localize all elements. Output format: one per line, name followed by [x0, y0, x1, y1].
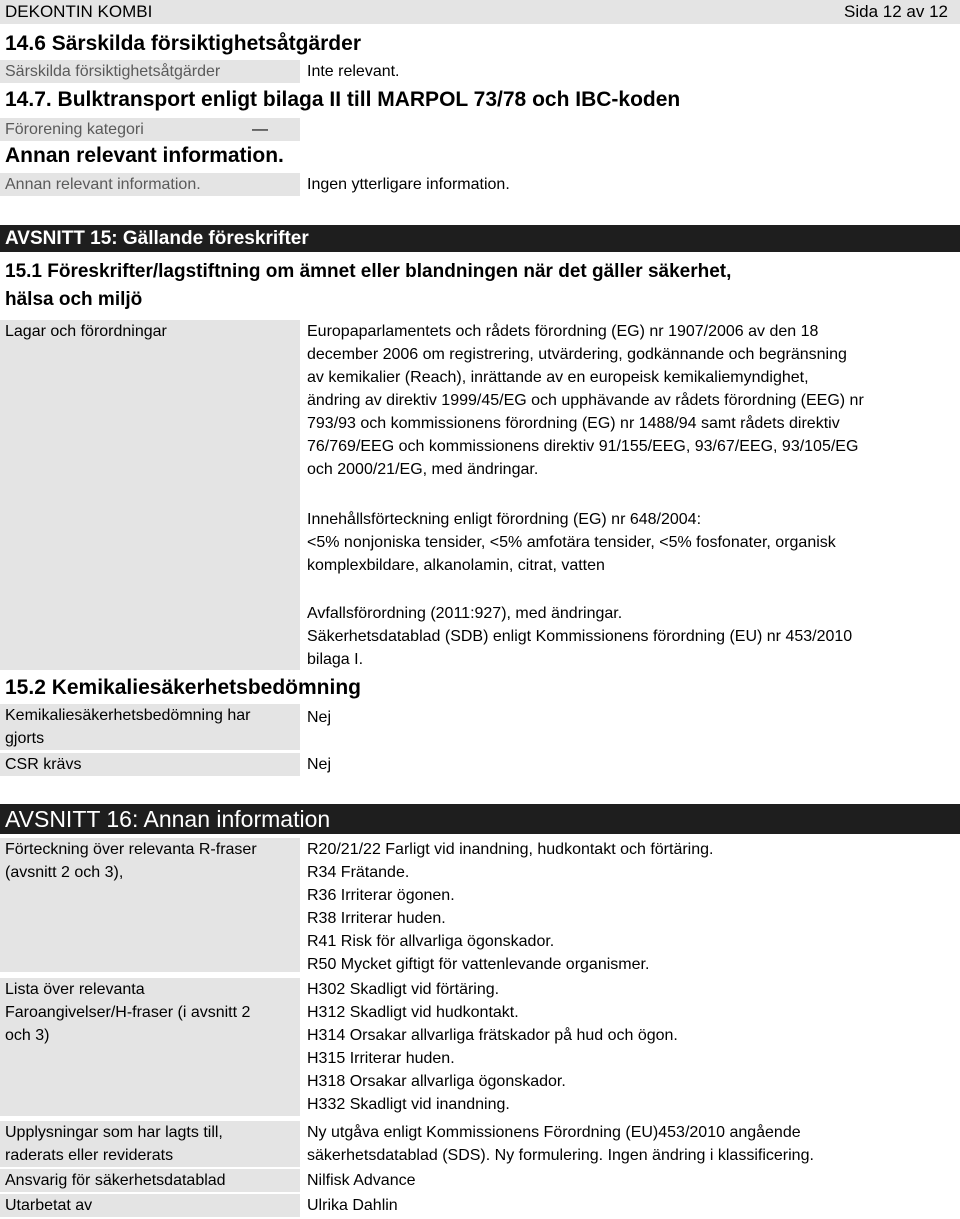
csa-label-line1: Kemikaliesäkerhetsbedömning har — [5, 707, 251, 724]
r-phrases-list — [307, 838, 713, 976]
section-16-title: AVSNITT 16: Annan information — [0, 804, 960, 834]
pollution-category-label: Förorening kategori — [0, 118, 300, 141]
text-line: bilaga I. — [307, 651, 364, 668]
text-line: av kemikalier (Reach), inrättande av en europeisk kemikaliemyndighet, — [307, 369, 809, 386]
section-15-1-heading-line1: 15.1 Föreskrifter/lagstiftning om ämnet eller blandningen när det gäller säkerhet, — [5, 261, 732, 282]
text-line: Säkerhetsdatablad (SDB) enligt Kommissionens förordning (EU) nr 453/2010 — [307, 628, 853, 645]
responsible-value: Nilfisk Advance — [307, 1172, 416, 1189]
text-line: komplexbildare, alkanolamin, citrat, vatten — [307, 557, 605, 574]
list-item: H302 Skadligt vid förtäring. — [307, 981, 500, 998]
company-name: DEKONTIN KOMBI — [5, 2, 153, 21]
list-item: R50 Mycket giftigt för vattenlevande organismer. — [307, 956, 650, 973]
list-item: H332 Skadligt vid inandning. — [307, 1096, 510, 1113]
laws-label-cell — [0, 320, 300, 670]
csr-label: CSR krävs — [0, 753, 300, 776]
responsible-label: Ansvarig för säkerhetsdatablad — [0, 1169, 300, 1192]
text-line: ändring av direktiv 1999/45/EG och upphävande av rådets förordning (EEG) nr — [307, 392, 864, 409]
special-precautions-value: Inte relevant. — [307, 63, 400, 80]
text-line: Lista över relevanta — [5, 981, 145, 998]
laws-paragraph-waste — [307, 602, 852, 671]
page-number: Sida 12 av 12 — [844, 2, 948, 21]
section-15-title: AVSNITT 15: Gällande föreskrifter — [0, 225, 960, 252]
text-line: säkerhetsdatablad (SDS). Ny formulering. Ingen ändring i klassificering. — [307, 1147, 814, 1164]
text-line: och 3) — [5, 1027, 50, 1044]
r-phrases-label — [5, 838, 257, 884]
laws-label: Lagar och förordningar — [5, 323, 167, 340]
csa-value: Nej — [307, 709, 332, 726]
text-line: Ny utgåva enligt Kommissionens Förordning (EU)453/2010 angående — [307, 1124, 801, 1141]
updates-value — [307, 1121, 814, 1167]
text-line: <5% nonjoniska tensider, <5% amfotära tensider, <5% fosfonater, organisk — [307, 534, 836, 551]
list-item: R36 Irriterar ögonen. — [307, 887, 455, 904]
list-item: H314 Orsakar allvarliga frätskador på hud och ögon. — [307, 1027, 678, 1044]
csr-value: Nej — [307, 756, 332, 773]
text-line: Innehållsförteckning enligt förordning (EG) nr 648/2004: — [307, 511, 702, 528]
prepared-by-value: Ulrika Dahlin — [307, 1197, 398, 1214]
list-item: R20/21/22 Farligt vid inandning, hudkontakt och förtäring. — [307, 841, 714, 858]
pollution-category-value: — — [252, 121, 268, 138]
csa-label-line2: gjorts — [5, 730, 45, 747]
list-item: H315 Irriterar huden. — [307, 1050, 455, 1067]
text-line: 76/769/EEG och kommissionens direktiv 91/155/EEG, 93/67/EEG, 93/105/EG — [307, 438, 859, 455]
list-item: R38 Irriterar huden. — [307, 910, 446, 927]
other-info-heading: Annan relevant information. — [5, 144, 284, 167]
text-line: Förteckning över relevanta R-fraser — [5, 841, 257, 858]
text-line: (avsnitt 2 och 3), — [5, 864, 124, 881]
other-info-label: Annan relevant information. — [0, 173, 300, 196]
text-line: december 2006 om registrering, utvärdering, godkännande och begränsning — [307, 346, 847, 363]
text-line: Europaparlamentets och rådets förordning (EG) nr 1907/2006 av den 18 — [307, 323, 819, 340]
text-line: Avfallsförordning (2011:927), med ändringar. — [307, 605, 623, 622]
text-line: 793/93 och kommissionens förordning (EG) nr 1488/94 samt rådets direktiv — [307, 415, 840, 432]
updates-label — [5, 1121, 223, 1167]
laws-paragraph-reach — [307, 320, 864, 481]
text-line: Upplysningar som har lagts till, — [5, 1124, 223, 1141]
prepared-by-label: Utarbetat av — [0, 1194, 300, 1217]
special-precautions-label: Särskilda försiktighetsåtgärder — [0, 60, 300, 83]
h-phrases-list — [307, 978, 678, 1116]
section-15-1-heading-line2: hälsa och miljö — [5, 289, 143, 310]
list-item: H318 Orsakar allvarliga ögonskador. — [307, 1073, 566, 1090]
list-item: H312 Skadligt vid hudkontakt. — [307, 1004, 519, 1021]
list-item: R41 Risk för allvarliga ögonskador. — [307, 933, 555, 950]
text-line: raderats eller reviderats — [5, 1147, 174, 1164]
other-info-value: Ingen ytterligare information. — [307, 176, 510, 193]
laws-paragraph-detergents — [307, 508, 836, 577]
section-14-7-heading: 14.7. Bulktransport enligt bilaga II till MARPOL 73/78 och IBC-koden — [5, 88, 681, 111]
list-item: R34 Frätande. — [307, 864, 410, 881]
text-line: och 2000/21/EG, med ändringar. — [307, 461, 539, 478]
section-15-2-heading: 15.2 Kemikaliesäkerhetsbedömning — [5, 676, 361, 699]
section-14-6-heading: 14.6 Särskilda försiktighetsåtgärder — [5, 32, 361, 55]
h-phrases-label — [5, 978, 250, 1047]
text-line: Faroangivelser/H-fraser (i avsnitt 2 — [5, 1004, 251, 1021]
